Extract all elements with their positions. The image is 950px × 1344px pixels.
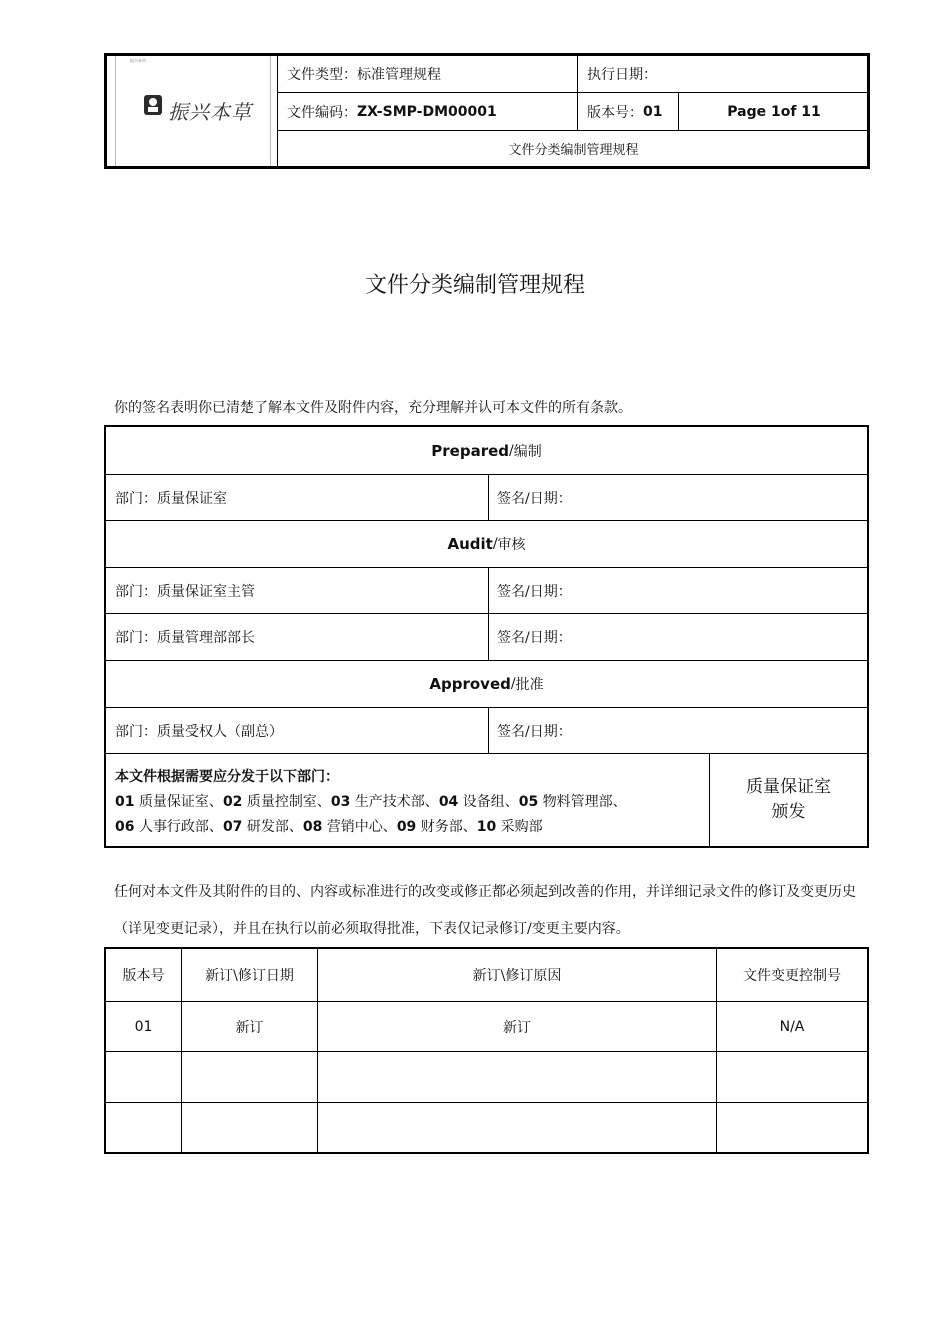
doc-code-label: 文件编码： [287, 104, 357, 121]
dept-name: 生产技术部、 [354, 794, 439, 810]
issuer-line-1: 质量保证室 [746, 776, 831, 797]
table-divider [716, 949, 717, 1152]
audit-sign: 签名/日期： [497, 583, 572, 600]
header-divider [277, 130, 867, 131]
doc-type-cell: 文件类型：标准管理规程 [287, 67, 441, 83]
dept-no: 06 [115, 819, 135, 835]
logo-seal-icon [143, 94, 163, 116]
header-divider [577, 56, 578, 130]
dept-name: 人事行政部、 [138, 819, 223, 835]
header-divider [678, 92, 679, 130]
dept-name: 采购部 [500, 819, 543, 835]
approved-section-header [106, 661, 867, 707]
prepared-sep: / [509, 442, 514, 459]
dept-no: 10 [476, 819, 497, 835]
prepared-en: Prepared [431, 441, 509, 460]
approved-cn: 批准 [515, 677, 544, 693]
doc-code-value: ZX-SMP-DM00001 [357, 103, 497, 120]
table-divider [106, 1001, 867, 1002]
issuing-department [710, 753, 867, 846]
table-divider [488, 707, 489, 753]
approved-sign: 签名/日期： [497, 723, 572, 740]
dept-no: 04 [438, 794, 459, 810]
logo-small-text: 振兴本草 [130, 58, 146, 63]
table-divider [106, 1051, 867, 1052]
audit-sep: / [492, 536, 498, 552]
page-title: 文件分类编制管理规程 [364, 273, 585, 298]
dept-name: 财务部、 [420, 819, 477, 835]
dept-no: 08 [302, 819, 323, 835]
approved-sep: / [510, 676, 516, 692]
header-subtitle: 文件分类编制管理规程 [508, 143, 639, 158]
table-divider [317, 949, 318, 1152]
audit-section-header [106, 521, 867, 567]
revision-cell: 新订 [235, 1019, 264, 1036]
table-divider [488, 474, 489, 521]
dept-no: 02 [222, 794, 243, 810]
table-divider [488, 567, 489, 660]
table-divider [106, 1102, 867, 1103]
dept-no: 07 [222, 819, 243, 835]
dept-no: 05 [518, 794, 539, 810]
prepared-dept: 部门：质量保证室 [115, 490, 227, 507]
audit-dept: 部门：质量管理部部长 [115, 630, 255, 646]
dept-name: 营销中心、 [326, 819, 397, 835]
revision-header-cell: 新订\修订原因 [472, 968, 562, 984]
audit-dept: 部门：质量保证室主管 [115, 583, 255, 600]
dept-name: 研发部、 [246, 819, 303, 835]
audit-cn: 审核 [497, 537, 526, 553]
approved-en: Approved [429, 675, 511, 693]
revision-cell: 01 [134, 1018, 153, 1035]
header-divider [277, 92, 867, 93]
exec-date-cell: 执行日期： [587, 67, 657, 83]
audit-sign: 签名/日期： [497, 630, 572, 646]
distribution-line-2 [115, 815, 627, 840]
signature-table [104, 425, 869, 848]
page-number: Page 1of 11 [727, 103, 821, 120]
intro-text: 你的签名表明你已清楚了解本文件及附件内容，充分理解并认可本文件的所有条款。 [114, 400, 632, 416]
dept-name: 设备组、 [462, 794, 519, 810]
revision-header-cell: 文件变更控制号 [743, 968, 841, 984]
version-label: 版本号： [587, 104, 643, 121]
revision-header-cell: 新订\修订日期 [205, 968, 294, 984]
revision-header-cell: 版本号 [122, 968, 165, 984]
prepared-sign: 签名/日期： [497, 490, 572, 507]
company-logo-cell [107, 56, 278, 166]
dept-no: 03 [330, 794, 351, 810]
revision-cell: 新订 [503, 1019, 531, 1036]
version-cell [587, 93, 677, 130]
table-divider [181, 949, 182, 1152]
document-header [104, 53, 870, 169]
issuer-line-2: 颁发 [771, 801, 806, 822]
dept-no: 01 [115, 794, 135, 810]
prepared-section-header [106, 427, 867, 474]
revision-cell: N/A [779, 1018, 805, 1035]
audit-en: Audit [447, 535, 493, 553]
distribution-title: 本文件根据需要应分发于以下部门： [115, 769, 339, 785]
prepared-cn: 编制 [513, 443, 542, 460]
logo-text: 振兴本草 [168, 100, 252, 124]
revision-table [104, 947, 869, 1154]
dept-no: 09 [396, 819, 417, 835]
dept-name: 质量保证室、 [138, 794, 223, 810]
distribution-list [115, 765, 627, 840]
distribution-line-1 [115, 790, 627, 815]
doc-code-cell [287, 93, 575, 130]
approved-dept: 部门：质量受权人（副总） [115, 723, 283, 740]
version-value: 01 [643, 103, 663, 120]
dept-name: 物料管理部、 [542, 794, 627, 810]
dept-name: 质量控制室、 [246, 794, 331, 810]
change-paragraph: 任何对本文件及其附件的目的、内容或标准进行的改变或修正都必须起到改善的作用，并详细记录文件的修订及变更历史（详见变更记录），并且在执行以前必须取得批准，下表仅记录修订/变更主要内容。 [114, 884, 856, 937]
